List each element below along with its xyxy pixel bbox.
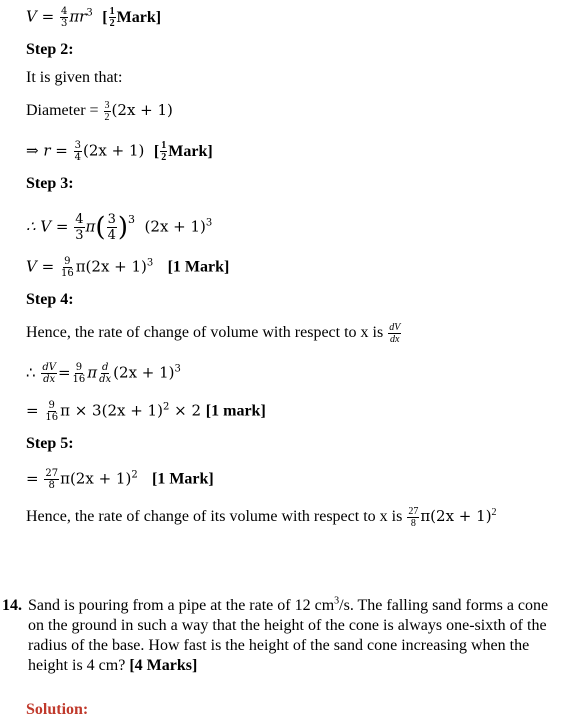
mark-label	[102, 6, 162, 30]
expr: (2x + 1)	[113, 363, 175, 382]
exponent: 3	[174, 363, 181, 375]
inner-fraction	[107, 212, 117, 243]
mark-label: [1 mark]	[205, 402, 266, 420]
exponent: 3	[128, 212, 135, 226]
pi: π	[85, 217, 96, 236]
step-2-heading: Step 2:	[26, 41, 74, 58]
fraction	[60, 256, 75, 279]
frac-den: 16	[72, 374, 86, 385]
mark-fraction	[109, 6, 116, 29]
step-4-heading: Step 4:	[26, 291, 74, 308]
question-14	[2, 595, 562, 674]
mark-label: [1 Mark]	[167, 258, 230, 276]
solution-label: Solution:	[26, 701, 89, 718]
conclusion-text: Hence, the rate of change of its volume with respect to x is	[26, 508, 403, 526]
frac-num: d	[101, 362, 109, 373]
volume-substitution	[26, 212, 212, 243]
frac-num: 27	[45, 468, 59, 479]
fraction	[44, 400, 59, 423]
frac-den: dx	[390, 334, 400, 345]
diameter-label: Diameter =	[26, 102, 99, 120]
sub-lhs: ∴ V =	[26, 217, 69, 236]
diameter-equation	[26, 100, 173, 123]
frac-den: 3	[60, 18, 68, 29]
question-text	[28, 596, 568, 676]
radius-lhs: ⇒ r =	[26, 141, 68, 160]
frac-den: 2	[104, 112, 110, 123]
fraction	[104, 100, 111, 123]
frac-num: 1	[161, 140, 167, 152]
frac-den: dx	[99, 374, 112, 385]
expr: (2x + 1)	[111, 101, 173, 120]
expr: π(2x + 1)	[420, 507, 492, 526]
derivative-line-1	[26, 362, 181, 385]
pi: π	[87, 363, 98, 382]
frac-den: dx	[43, 374, 56, 385]
frac-num: 9	[75, 362, 83, 373]
frac-den: 16	[60, 268, 74, 279]
rate-sentence: Hence, the rate of change of volume with respect to x is	[26, 324, 384, 342]
given-text: It is given that:	[26, 69, 123, 86]
radius-equation	[26, 140, 213, 163]
frac-num: 3	[74, 140, 81, 151]
equals: =	[57, 363, 71, 382]
exponent: 2	[162, 401, 170, 413]
rate-text	[26, 322, 402, 345]
fraction	[74, 140, 82, 163]
simpl-lhs: V =	[26, 257, 55, 276]
expr: (2x + 1)	[83, 141, 145, 160]
frac-num: 27	[408, 506, 419, 517]
expr-b: × 2	[174, 401, 202, 420]
expr-a: π × 3(2x + 1)	[60, 401, 163, 420]
frac-num: 9	[48, 400, 55, 411]
fraction	[60, 6, 68, 29]
fraction	[72, 362, 87, 385]
frac-den: 3	[75, 228, 84, 243]
mark-label: [1 Mark]	[152, 470, 214, 488]
frac-num: 9	[64, 256, 71, 267]
fraction	[74, 212, 84, 243]
exponent: 3	[205, 217, 213, 229]
conclusion-line	[26, 506, 497, 529]
frac-num: 4	[60, 6, 68, 17]
question-part-1: Sand is pouring from a pipe at the rate of 12 cm	[28, 597, 335, 614]
frac-den: 2	[109, 18, 115, 30]
frac-num: dV	[42, 362, 56, 373]
exponent: 3	[146, 257, 154, 269]
exponent: 2	[131, 469, 138, 481]
mark-text: Mark]	[116, 8, 162, 26]
unit-exponent: 3	[334, 595, 340, 607]
paren-close: )	[117, 212, 128, 243]
paren-open: (	[95, 212, 106, 243]
d-operator	[98, 362, 112, 385]
formula-lhs: V =	[26, 7, 55, 26]
frac-num: 3	[107, 212, 116, 227]
derivative-line-2	[26, 400, 266, 423]
result-line	[26, 468, 214, 491]
step-5-heading: Step 5:	[26, 435, 74, 452]
frac-den: 8	[410, 518, 416, 529]
frac-num: 3	[104, 100, 110, 111]
frac-den: 4	[107, 228, 116, 243]
question-marks: [4 Marks]	[129, 657, 198, 674]
question-part-2: /s. The falling sand forms a cone on the ground in such a way that the height of the cone is always one-sixth of the radius of the base. How fast is the height of the sand cone increasing when the height is 4 cm?	[28, 597, 549, 674]
volume-formula	[26, 6, 161, 29]
fraction	[44, 468, 59, 491]
expr: (2x + 1)	[144, 217, 206, 236]
expr: π(2x + 1)	[60, 469, 132, 488]
therefore-symbol: ∴	[26, 363, 36, 382]
exponent: 3	[86, 7, 93, 19]
mark-label	[153, 140, 213, 164]
frac-den: 2	[161, 152, 167, 164]
frac-num: dV	[389, 322, 401, 333]
expr: π(2x + 1)	[75, 257, 147, 276]
formula-rest: πr	[69, 7, 87, 26]
question-number: 14.	[2, 597, 22, 614]
derivative-fraction	[388, 322, 401, 345]
lhs-derivative	[41, 362, 57, 385]
frac-den: 4	[74, 152, 81, 163]
mark-text: Mark]	[168, 142, 213, 160]
mark-fraction	[160, 140, 167, 163]
frac-den: 8	[48, 480, 55, 491]
step-3-heading: Step 3:	[26, 175, 74, 192]
frac-num: 1	[109, 6, 115, 18]
mark-open: [	[153, 142, 160, 160]
fraction	[407, 506, 419, 529]
equals: =	[26, 469, 39, 488]
volume-simplified	[26, 256, 229, 279]
exponent: 2	[491, 506, 497, 518]
frac-num: 4	[75, 212, 84, 227]
mark-open: [	[102, 8, 108, 26]
frac-den: 16	[45, 412, 59, 423]
equals: =	[26, 401, 39, 420]
